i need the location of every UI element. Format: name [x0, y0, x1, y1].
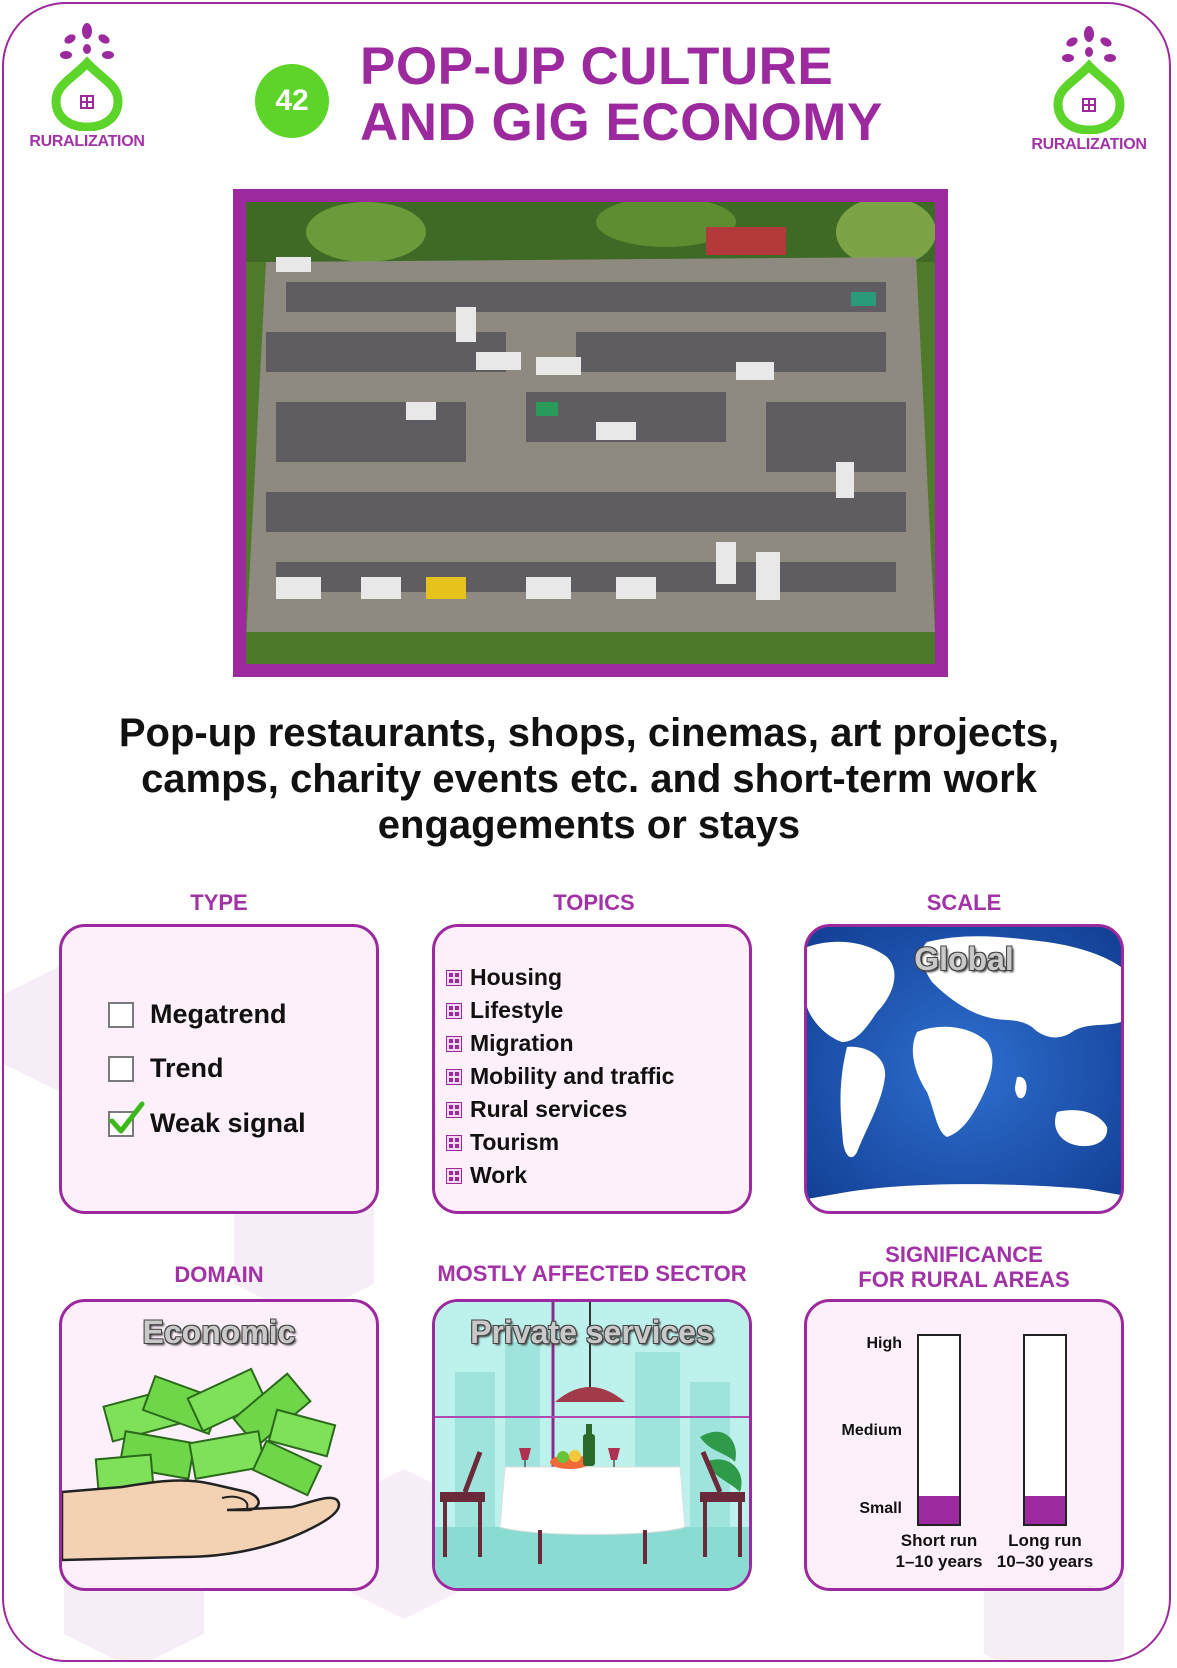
level-small-label: Small: [859, 1500, 902, 1517]
ruralization-logo-right: [1024, 22, 1154, 172]
checkmark-icon: [108, 1101, 146, 1139]
long-run-caption-line-1: Long run: [1008, 1531, 1082, 1550]
sector-value: Private services: [470, 1314, 714, 1350]
topics-label: TOPICS: [553, 890, 635, 915]
significance-label: [804, 1242, 1124, 1292]
ruralization-logo-left: [22, 19, 152, 169]
sprout-icon: [22, 19, 152, 131]
topic-text: Housing: [470, 964, 562, 990]
card-number-badge: 42: [255, 64, 329, 138]
topic-item: [446, 1027, 749, 1060]
title-line-1: POP-UP CULTURE: [360, 37, 834, 96]
domain-value: Economic: [142, 1314, 296, 1350]
level-medium-label: Medium: [841, 1422, 902, 1439]
topic-icon: [446, 1069, 462, 1085]
topic-icon: [446, 1168, 462, 1184]
topic-icon: [446, 1036, 462, 1052]
topic-icon: [446, 1102, 462, 1118]
topics-panel: [432, 924, 752, 1214]
long-run-bar: [1023, 1334, 1067, 1526]
sector-label: MOSTLY AFFECTED SECTOR: [437, 1261, 747, 1286]
type-panel: [59, 924, 379, 1214]
scale-value: Global: [914, 941, 1014, 977]
topic-item: [446, 1126, 749, 1159]
photo-frame: [233, 189, 948, 677]
type-option-weak-signal: [108, 1108, 306, 1139]
brand-label: RURALIZATION: [29, 133, 145, 150]
topic-text: Lifestyle: [470, 997, 564, 1023]
type-option-label: Megatrend: [150, 999, 287, 1029]
topic-icon: [446, 1003, 462, 1019]
short-run-caption: [879, 1530, 999, 1572]
topic-item: [446, 1093, 749, 1126]
type-option-label: Weak signal: [150, 1108, 306, 1138]
domain-label: DOMAIN: [174, 1262, 264, 1287]
sector-panel: [432, 1299, 752, 1591]
scale-panel: [804, 924, 1124, 1214]
topic-icon: [446, 970, 462, 986]
brand-label: RURALIZATION: [1031, 136, 1147, 153]
scale-label: SCALE: [926, 890, 1002, 915]
topic-item: [446, 1159, 749, 1192]
domain-panel: [59, 1299, 379, 1591]
topic-icon: [446, 1135, 462, 1151]
short-run-caption-line-2: 1–10 years: [895, 1552, 983, 1571]
significance-label-line-2: FOR RURAL AREAS: [858, 1267, 1070, 1292]
trend-card: [2, 2, 1171, 1662]
level-high-label: High: [866, 1335, 902, 1352]
short-run-caption-line-1: Short run: [900, 1531, 978, 1550]
significance-panel: [804, 1299, 1124, 1591]
short-run-bar: [917, 1334, 961, 1526]
topic-text: Tourism: [470, 1129, 560, 1155]
flea-market-aerial-photo: [246, 202, 935, 664]
topic-text: Mobility and traffic: [470, 1063, 675, 1089]
card-description: Pop-up restaurants, shops, cinemas, art projects, camps, charity events etc. and short-term work engagements or stays: [118, 711, 1060, 847]
type-label: TYPE: [190, 890, 248, 915]
type-option-label: Trend: [150, 1053, 224, 1083]
topic-item: [446, 994, 749, 1027]
long-run-caption-line-2: 10–30 years: [996, 1552, 1094, 1571]
sprout-icon: [1024, 22, 1154, 134]
short-run-bar-fill: [919, 1496, 959, 1524]
topic-item: [446, 1060, 749, 1093]
checkbox-checked: [108, 1111, 134, 1137]
checkbox: [108, 1002, 134, 1028]
card-title: [360, 39, 920, 151]
type-option-megatrend: [108, 999, 287, 1030]
topic-text: Rural services: [470, 1096, 628, 1122]
significance-label-line-1: SIGNIFICANCE: [885, 1242, 1043, 1267]
title-line-2: AND GIG ECONOMY: [360, 93, 883, 152]
long-run-caption: [985, 1530, 1105, 1572]
type-option-trend: [108, 1053, 224, 1084]
checkbox: [108, 1056, 134, 1082]
topic-text: Migration: [470, 1030, 574, 1056]
topic-text: Work: [470, 1162, 528, 1188]
money-hand-icon: [62, 1302, 376, 1588]
long-run-bar-fill: [1025, 1496, 1065, 1524]
topic-item: [446, 961, 749, 994]
